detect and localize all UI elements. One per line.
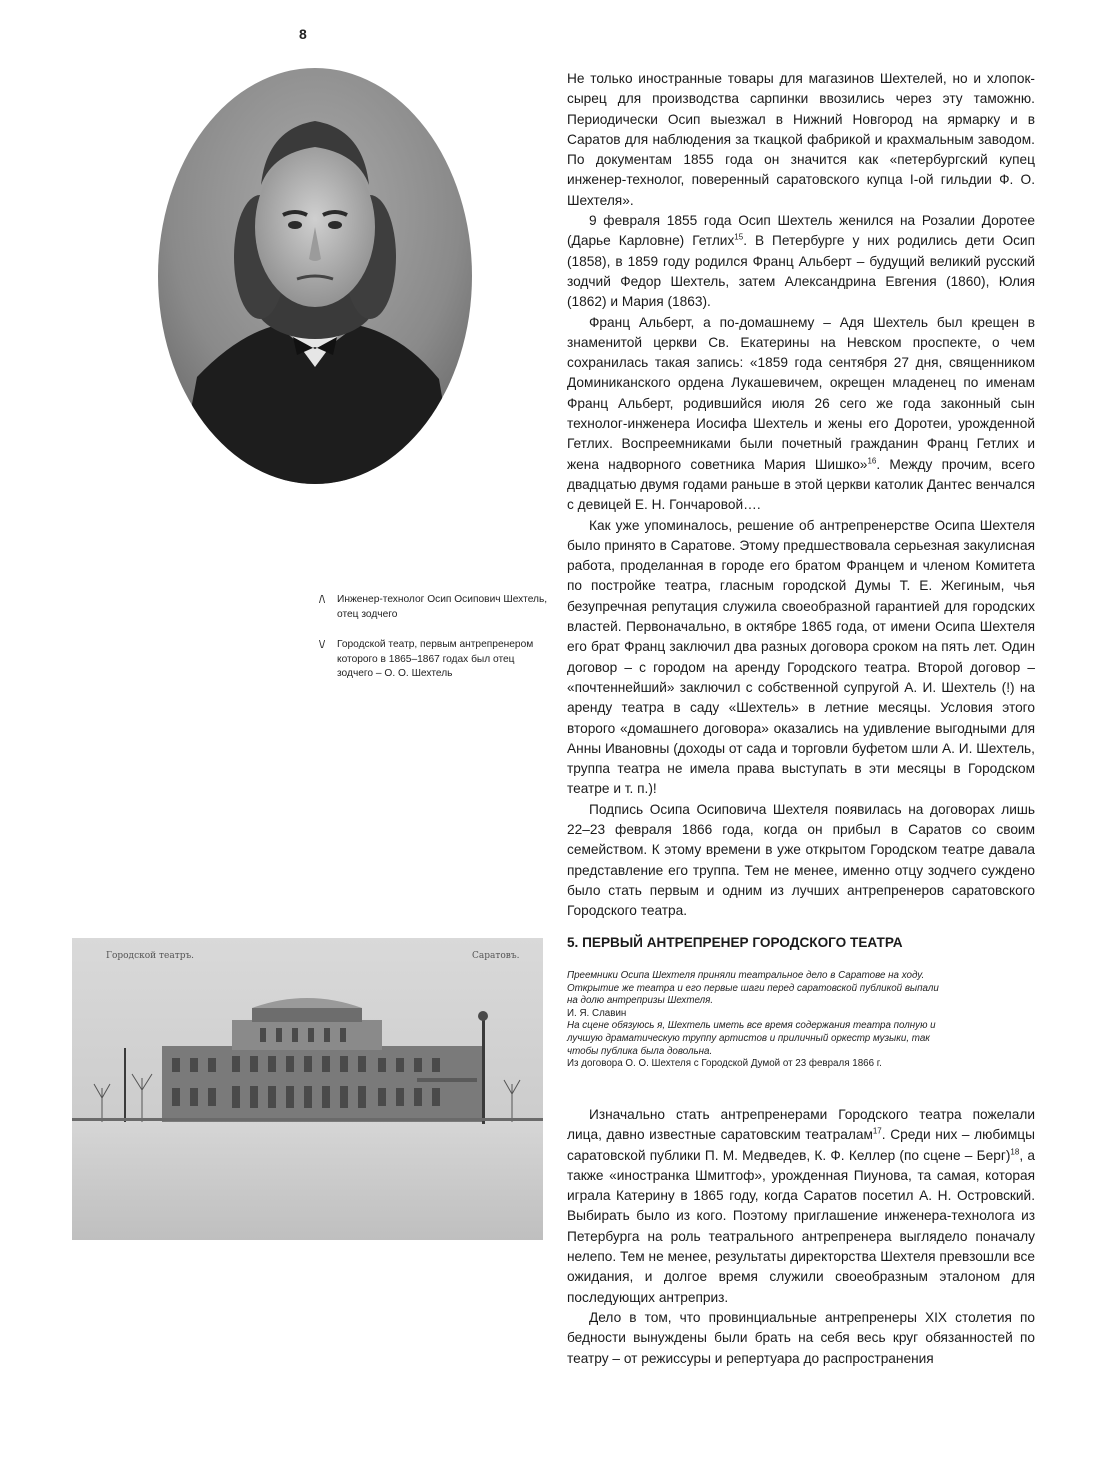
theatre-photo [72,938,543,1240]
body-text-bottom [567,1105,1035,1369]
page-number: 8 [299,26,307,42]
epigraph-source: И. Я. Славин [567,1007,627,1019]
paragraph: 9 февраля 1855 года Осип Шехтель женился на Розалии Доротее (Дарье Карловне) Гетлих$^{15}$. В Петербурге у них родились дети Осип (1858), в 1859 году родился Франц Альберт – будущий великий русский зодчий Федор Шехтель, затем Александрина Евгения (1860), Юлия (1862) и Мария (1863). [567,213,1035,310]
paragraph: Изначально стать антрепренерами Городского театра пожелали лица, давно известные саратовским театралам$^{17}$. Среди них – любимцы саратовской публики П. М. Медведев, К. Ф. Келлер (по сцене – Берг)$^{18}$, а также «иностранка Шмитгоф», урожденная Пиунова, та самая, которая играла Катерину в 1865 году, когда Саратов посетил А. Н. Островский. Выбирать было из кого. Поэтому приглашение инженера-технолога из Петербурга на роль театрального антрепренера выглядело поначалу нелепо. Тем не менее, результаты директорства Шехтеля превзошли все ожидания, и долгое время служили своеобразным эталоном для последующих антреприз. [567,1107,1035,1305]
photo-label-right: Саратовъ. [472,951,520,961]
footnote-ref: 17 [872,1126,882,1136]
section-heading: 5. ПЕРВЫЙ АНТРЕПРЕНЕР ГОРОДСКОГО ТЕАТРА [567,935,903,950]
footnote-ref: 16 [867,456,877,466]
caption-portrait [319,593,549,622]
epigraph-source: Из договора О. О. Шехтеля с Городской Думой от 23 февраля 1866 г. [567,1058,882,1070]
footnote-ref: 15 [734,232,744,242]
epigraph-quote: На сцене обязуюсь я, Шехтель иметь все время содержания театра полную и лучшую драматическую труппу артистов и приличный оркестр музыки, так чтобы публика была довольна. [567,1020,936,1057]
paragraph: Не только иностранные товары для магазинов Шехтелей, но и хлопок-сырец для производства сарпинки ввозились через эту таможню. Периодически Осип выезжал в Нижний Новгород на ярмарку и в Саратов для наблюдения за ткацкой фабрикой и крахмальным заводом. По документам 1855 года он значится как «петербургский купец инженер-технолог, поверенный саратовского купца I-ой гильдии Ф. О. Шехтеля». [567,71,1035,208]
epigraph [567,970,947,1071]
caption-theatre-text: Городской театр, первым антрепренером которого в 1865–1867 годах был отец зодчего – О. О. Шехтель [337,639,534,679]
caption-theatre [319,638,549,682]
footnote-ref: 18 [1010,1147,1020,1157]
body-text-top [567,69,1035,921]
paragraph: Франц Альберт, а по-домашнему – Адя Шехтель был крещен в знаменитой церкви Св. Екатерины на Невском проспекте, о чем сохранилась такая запись: «1859 года сентября 27 дня, священником Доминиканского ордена Лукашевичем, окрещен младенец по именам Франц Альберт, родившийся июля 26 сего же года законный сын технолог-инженера Иосифа Шехтель и жены его Доротеи, урожденной Гетлих. Воспреемниками были почетный гражданин Франц Гетлих и жена надворного советника Мария Шишко»$^{16}$. Между прочим, всего двадцатью двумя годами раньше в этой церкви католик Дантес венчался с девицей Е. Н. Гончаровой…. [567,314,1036,513]
photo-captions [319,593,549,698]
epigraph-quote: Преемники Осипа Шехтеля приняли театральное дело в Саратове на ходу. Открытие же театра и его первые шаги перед саратовской публикой выпали на долю антрепризы Шехтеля. [567,970,939,1007]
paragraph: Дело в том, что провинциальные антрепренеры XIX столетия по бедности вынуждены были брать на себя весь круг обязанностей по театру – от режиссуры и репертуара до распространения [567,1309,1035,1366]
paragraph: Подпись Осипа Осиповича Шехтеля появилась на договорах лишь 22–23 февраля 1866 года, когда он прибыл в Саратов со своим семейством. К этому времени в уже открытом Городском театре давала представление его труппа. Тем не менее, именно отцу зодчего суждено было стать первым и одним из лучших антрепренеров саратовского Городского театра. [567,801,1035,919]
paragraph: Как уже упоминалось, решение об антрепренерстве Осипа Шехтеля было принято в Саратове. Этому предшествовала серьезная закулисная работа, проделанная в городе его братом Францем и членом Комитета по постройке театра, гласным городской Думы Т. Е. Жегиным, чья безупречная репутация служила своеобразной гарантией для городских властей. Первоначально, в октябре 1865 года, от имени Осипа Шехтеля его брат Франц заключил два разных договора сроком на пять лет. Один договор – с городом на аренду Городского театра. Второй договор – «почтеннейший» заключил с собственной супругой А. И. Шехтель (!) на аренду театра в саду «Шехтель» в летние месяцы. Условия этого второго «домашнего договора» оказались на удивление выгодными для Анны Ивановны (доходы от сада и торговли буфетом шли А. И. Шехтель, труппа театра не имела права выступать в эти месяцы в Городском театре и т. п.)! [567,517,1035,797]
arrow-down-icon: \/ [319,639,326,651]
arrow-up-icon: /\ [319,594,326,606]
photo-label-left: Городской театръ. [106,951,195,961]
portrait-photo [157,67,473,485]
caption-portrait-text: Инженер-технолог Осип Осипович Шехтель, отец зодчего [337,594,548,620]
